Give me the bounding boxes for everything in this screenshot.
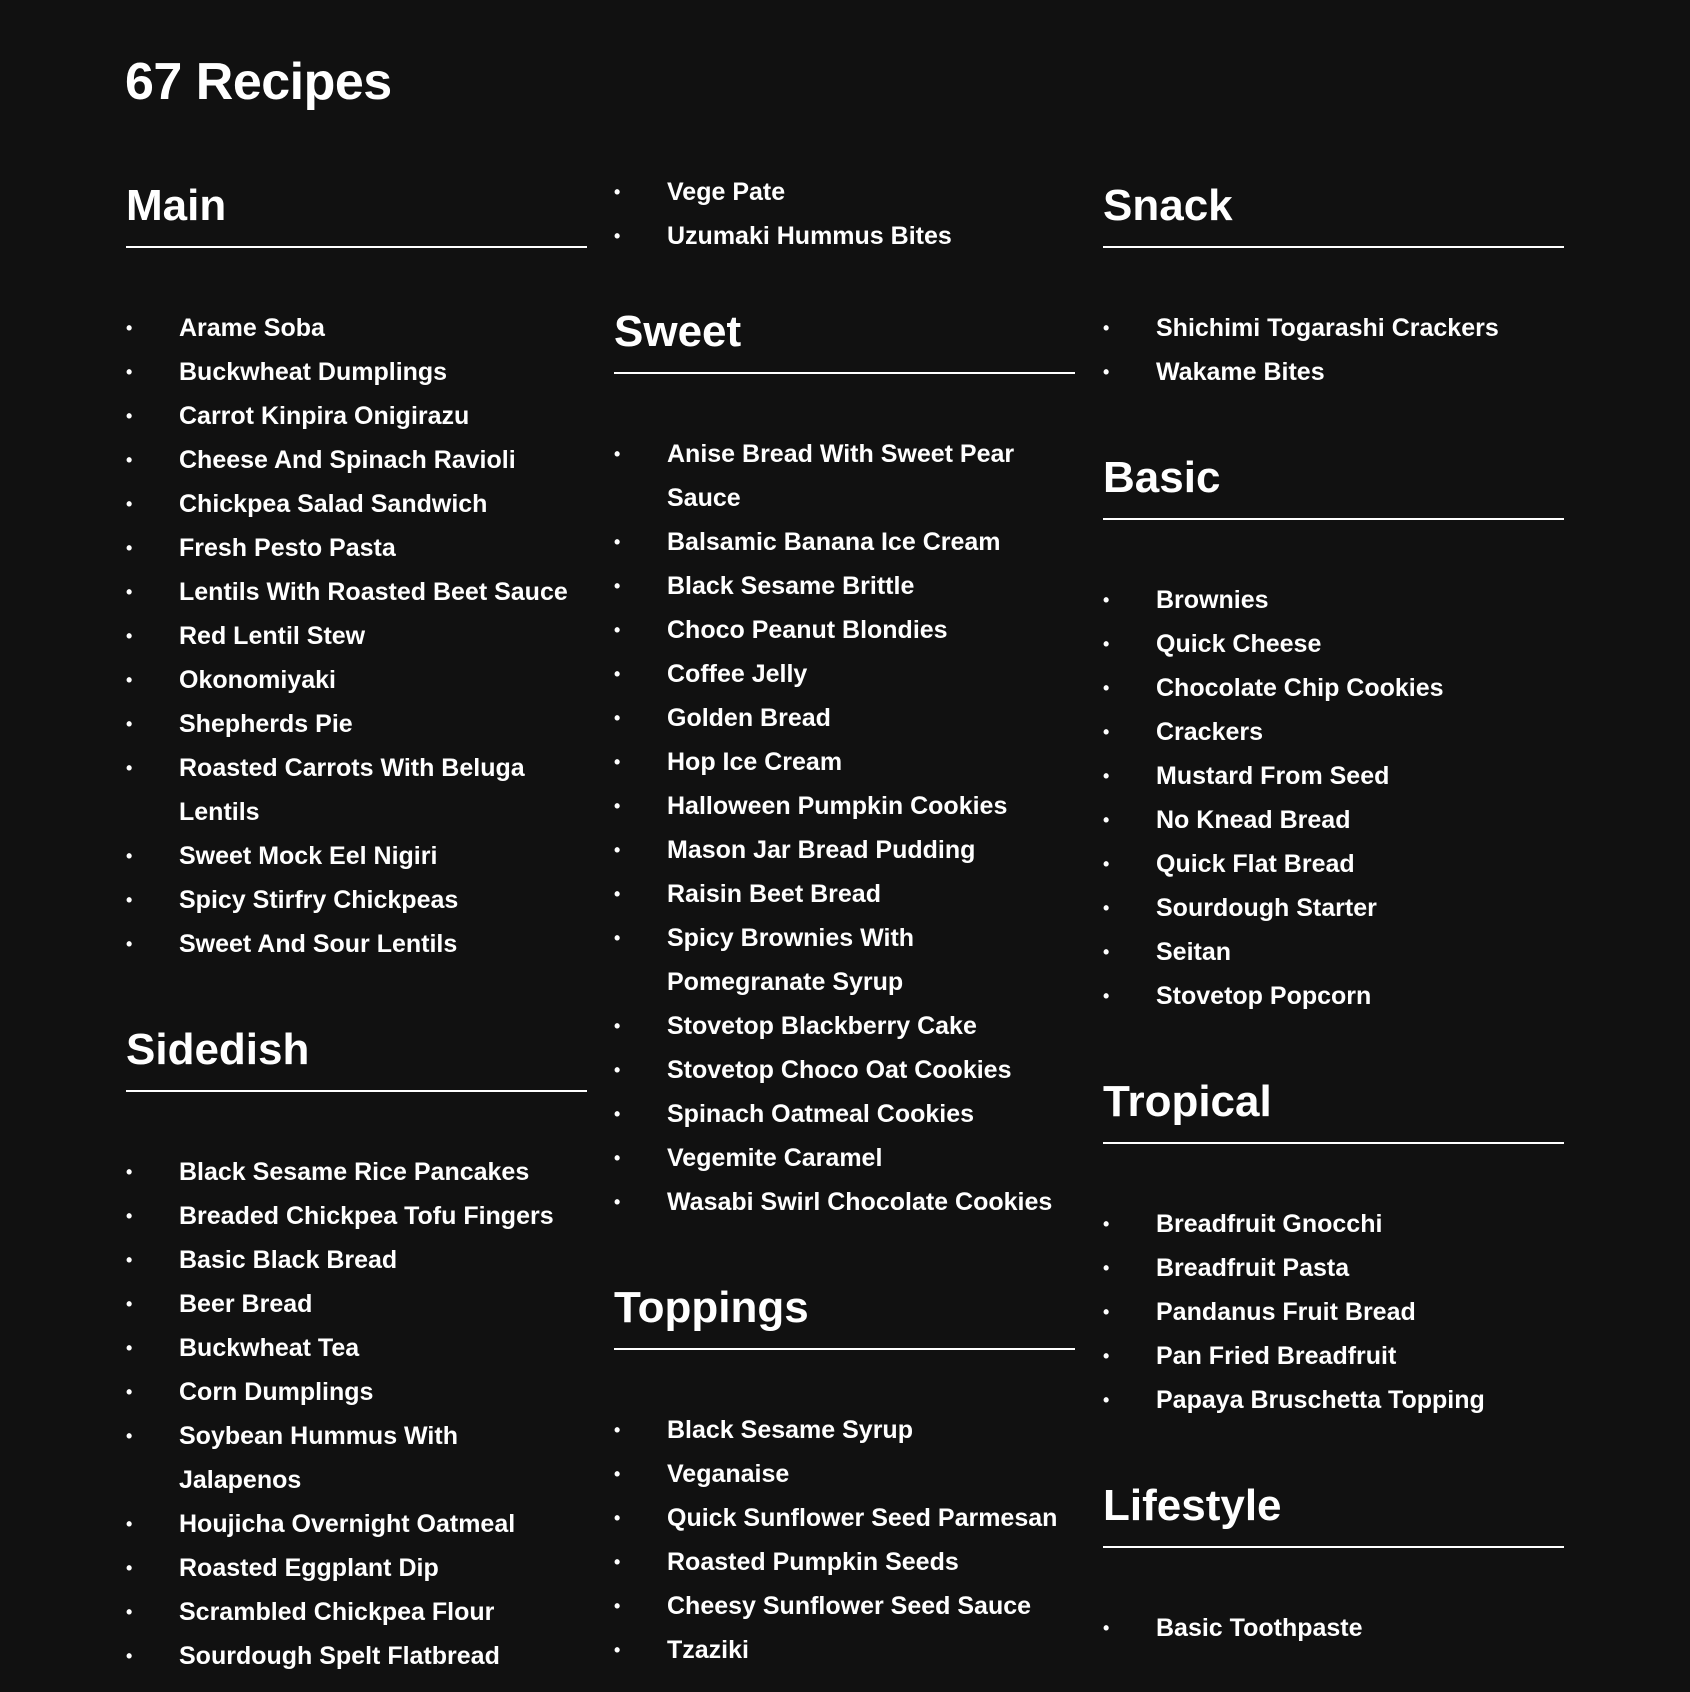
section-heading-tropical: Tropical <box>1103 1072 1564 1144</box>
recipe-link[interactable]: • Spinach Oatmeal Cookies <box>614 1092 1075 1136</box>
column-3 <box>1103 176 1564 1650</box>
recipe-link[interactable]: • Pandanus Fruit Bread <box>1103 1290 1564 1334</box>
recipe-list-main <box>126 306 587 966</box>
recipe-link[interactable]: • Corn Dumplings <box>126 1370 587 1414</box>
recipe-link[interactable]: • Mustard From Seed <box>1103 754 1564 798</box>
recipe-link[interactable]: • Wasabi Swirl Chocolate Cookies <box>614 1180 1075 1224</box>
recipe-link[interactable]: • Uzumaki Hummus Bites <box>614 214 1075 258</box>
recipe-list-sidedish <box>126 1150 587 1678</box>
recipe-link[interactable]: • Black Sesame Brittle <box>614 564 1075 608</box>
recipe-link[interactable]: • Cheese And Spinach Ravioli <box>126 438 587 482</box>
recipe-link[interactable]: • Coffee Jelly <box>614 652 1075 696</box>
recipe-link[interactable]: • Basic Black Bread <box>126 1238 587 1282</box>
recipe-link[interactable]: • Quick Flat Bread <box>1103 842 1564 886</box>
recipe-link[interactable]: • Choco Peanut Blondies <box>614 608 1075 652</box>
recipe-link[interactable]: • Halloween Pumpkin Cookies <box>614 784 1075 828</box>
column-1 <box>126 176 587 1678</box>
recipe-link[interactable]: • Cheesy Sunflower Seed Sauce <box>614 1584 1075 1628</box>
section-heading-snack: Snack <box>1103 176 1564 248</box>
recipe-link[interactable]: • Shichimi Togarashi Crackers <box>1103 306 1564 350</box>
recipe-link[interactable]: • Okonomiyaki <box>126 658 587 702</box>
recipe-list-tropical <box>1103 1202 1564 1422</box>
recipe-link[interactable]: • Chickpea Salad Sandwich <box>126 482 587 526</box>
recipe-link[interactable]: • Buckwheat Tea <box>126 1326 587 1370</box>
recipe-link[interactable]: • Houjicha Overnight Oatmeal <box>126 1502 587 1546</box>
page-title: 67 Recipes <box>125 53 392 111</box>
recipe-link[interactable]: • Seitan <box>1103 930 1564 974</box>
column-2 <box>614 170 1075 1672</box>
recipe-link[interactable]: • Crackers <box>1103 710 1564 754</box>
recipe-link[interactable]: • Arame Soba <box>126 306 587 350</box>
section-main <box>126 176 587 966</box>
recipe-list-basic <box>1103 578 1564 1018</box>
section-sidedish <box>126 1020 587 1678</box>
recipe-link[interactable]: • Spicy Stirfry Chickpeas <box>126 878 587 922</box>
recipe-list-sidedish-continued <box>614 170 1075 258</box>
recipe-link[interactable]: • Balsamic Banana Ice Cream <box>614 520 1075 564</box>
recipe-link[interactable]: • Spicy Brownies With Pomegranate Syrup <box>614 916 1075 1004</box>
recipe-link[interactable]: • Fresh Pesto Pasta <box>126 526 587 570</box>
section-heading-lifestyle: Lifestyle <box>1103 1476 1564 1548</box>
section-tropical <box>1103 1072 1564 1422</box>
recipe-link[interactable]: • Breaded Chickpea Tofu Fingers <box>126 1194 587 1238</box>
recipe-link[interactable]: • Shepherds Pie <box>126 702 587 746</box>
recipe-link[interactable]: • Roasted Eggplant Dip <box>126 1546 587 1590</box>
recipe-link[interactable]: • Tzaziki <box>614 1628 1075 1672</box>
section-heading-sidedish: Sidedish <box>126 1020 587 1092</box>
section-sweet <box>614 302 1075 1224</box>
recipe-link[interactable]: • Hop Ice Cream <box>614 740 1075 784</box>
recipe-link[interactable]: • Breadfruit Gnocchi <box>1103 1202 1564 1246</box>
recipe-link[interactable]: • No Knead Bread <box>1103 798 1564 842</box>
recipe-list-toppings <box>614 1408 1075 1672</box>
section-sidedish-continued <box>614 170 1075 258</box>
recipe-link[interactable]: • Basic Toothpaste <box>1103 1606 1564 1650</box>
section-heading-main: Main <box>126 176 587 248</box>
recipe-link[interactable]: • Stovetop Choco Oat Cookies <box>614 1048 1075 1092</box>
recipe-link[interactable]: • Papaya Bruschetta Topping <box>1103 1378 1564 1422</box>
recipe-link[interactable]: • Stovetop Popcorn <box>1103 974 1564 1018</box>
section-lifestyle <box>1103 1476 1564 1650</box>
recipe-link[interactable]: • Sweet And Sour Lentils <box>126 922 587 966</box>
recipe-link[interactable]: • Buckwheat Dumplings <box>126 350 587 394</box>
recipe-link[interactable]: • Roasted Pumpkin Seeds <box>614 1540 1075 1584</box>
recipe-link[interactable]: • Raisin Beet Bread <box>614 872 1075 916</box>
section-heading-toppings: Toppings <box>614 1278 1075 1350</box>
recipe-link[interactable]: • Sourdough Spelt Flatbread <box>126 1634 587 1678</box>
section-basic <box>1103 448 1564 1018</box>
recipe-link[interactable]: • Quick Cheese <box>1103 622 1564 666</box>
recipe-link[interactable]: • Scrambled Chickpea Flour <box>126 1590 587 1634</box>
recipe-list-lifestyle <box>1103 1606 1564 1650</box>
recipe-link[interactable]: • Black Sesame Rice Pancakes <box>126 1150 587 1194</box>
recipe-link[interactable]: • Breadfruit Pasta <box>1103 1246 1564 1290</box>
recipe-link[interactable]: • Black Sesame Syrup <box>614 1408 1075 1452</box>
recipe-link[interactable]: • Vege Pate <box>614 170 1075 214</box>
recipe-link[interactable]: • Lentils With Roasted Beet Sauce <box>126 570 587 614</box>
recipe-link[interactable]: • Red Lentil Stew <box>126 614 587 658</box>
recipe-link[interactable]: • Chocolate Chip Cookies <box>1103 666 1564 710</box>
recipe-link[interactable]: • Anise Bread With Sweet Pear Sauce <box>614 432 1075 520</box>
section-heading-sweet: Sweet <box>614 302 1075 374</box>
section-heading-basic: Basic <box>1103 448 1564 520</box>
section-toppings <box>614 1278 1075 1672</box>
recipe-link[interactable]: • Soybean Hummus With Jalapenos <box>126 1414 587 1502</box>
recipe-link[interactable]: • Carrot Kinpira Onigirazu <box>126 394 587 438</box>
recipe-link[interactable]: • Quick Sunflower Seed Parmesan <box>614 1496 1075 1540</box>
recipe-link[interactable]: • Veganaise <box>614 1452 1075 1496</box>
recipe-link[interactable]: • Beer Bread <box>126 1282 587 1326</box>
recipe-link[interactable]: • Brownies <box>1103 578 1564 622</box>
section-snack <box>1103 176 1564 394</box>
recipe-link[interactable]: • Roasted Carrots With Beluga Lentils <box>126 746 587 834</box>
recipe-link[interactable]: • Golden Bread <box>614 696 1075 740</box>
recipe-link[interactable]: • Pan Fried Breadfruit <box>1103 1334 1564 1378</box>
recipe-list-snack <box>1103 306 1564 394</box>
recipe-link[interactable]: • Sourdough Starter <box>1103 886 1564 930</box>
recipe-link[interactable]: • Wakame Bites <box>1103 350 1564 394</box>
recipe-list-sweet <box>614 432 1075 1224</box>
recipe-link[interactable]: • Sweet Mock Eel Nigiri <box>126 834 587 878</box>
recipe-link[interactable]: • Vegemite Caramel <box>614 1136 1075 1180</box>
recipe-link[interactable]: • Mason Jar Bread Pudding <box>614 828 1075 872</box>
recipe-link[interactable]: • Stovetop Blackberry Cake <box>614 1004 1075 1048</box>
